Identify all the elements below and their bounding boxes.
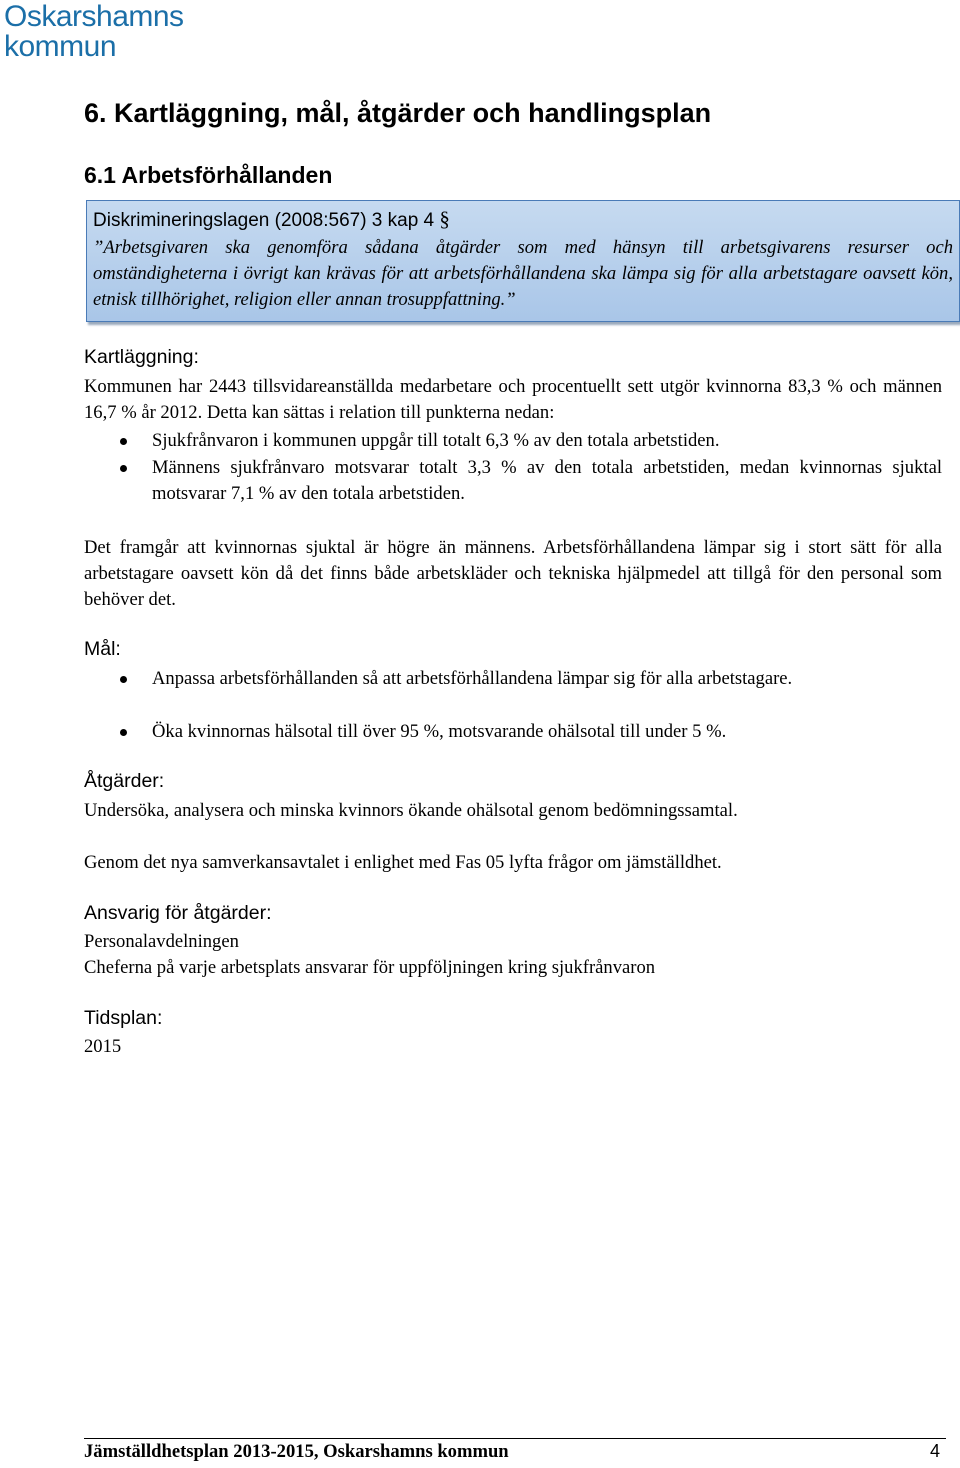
list-item (84, 666, 942, 692)
list-item-text: Sjukfrånvaron i kommunen uppgår till totalt 6,3 % av den totala arbetstiden. (152, 430, 720, 451)
atgarder-heading: Åtgärder: (84, 770, 165, 792)
list-item-text: Anpassa arbetsförhållanden så att arbetsförhållandena lämpar sig för alla arbetstagare. (152, 668, 793, 689)
law-title: Diskrimineringslagen (2008:567) 3 kap 4 (93, 210, 435, 231)
atgard-line: Undersöka, analysera och minska kvinnors ökande ohälsotal genom bedömningssamtal. (84, 800, 738, 821)
mal-heading: Mål: (84, 638, 121, 660)
bullet-icon (120, 676, 127, 683)
law-quote: ”Arbetsgivaren ska genomföra sådana åtgärder som med hänsyn till arbetsgivarens resurser och omständigheterna i övrigt kan krävas för att arbetsförhållandena ska lämpa sig för alla arbetstagare oavsett kön, etnisk tillhörighet, religion eller annan trosuppfattning.” (93, 237, 953, 310)
ansvarig-line: Cheferna på varje arbetsplats ansvarar för uppföljningen kring sjukfrånvaron (84, 957, 656, 978)
logo-line-2: kommun (4, 30, 117, 63)
law-quote-box (86, 200, 960, 322)
section-heading: 6.1 Arbetsförhållanden (84, 162, 333, 188)
tidsplan-heading: Tidsplan: (84, 1007, 163, 1029)
atgard-line: Genom det nya samverkansavtalet i enlighet med Fas 05 lyfta frågor om jämställdhet. (84, 852, 722, 873)
section-sign: § (439, 207, 450, 231)
kartlaggning-conclusion: Det framgår att kvinnornas sjuktal är högre än männens. Arbetsförhållandena lämpar sig i stort sätt för alla arbetstagare oavsett kön då det finns både arbetskläder och tekniska hjälpmedel att tillgå för den personal som behöver det. (84, 537, 942, 610)
law-title-row (93, 207, 953, 233)
list-item (84, 719, 942, 745)
bullet-icon (120, 438, 127, 445)
logo-line-1: Oskarshamns (4, 0, 184, 33)
tidsplan-value: 2015 (84, 1036, 122, 1057)
list-item (84, 428, 942, 454)
kartlaggning-heading: Kartläggning: (84, 346, 199, 368)
list-item-text: Männens sjukfrånvaro motsvarar totalt 3,3 % av den totala arbetstiden, medan kvinnornas sjuktal motsvarar 7,1 % av den totala arbetstiden. (152, 457, 942, 504)
bullet-icon (120, 465, 127, 472)
page-number: 4 (929, 1441, 940, 1461)
list-item (84, 455, 942, 507)
footer-divider (84, 1438, 946, 1439)
oskarshamns-logo (4, 2, 184, 62)
footer-title: Jämställdhetsplan 2013-2015, Oskarshamns kommun (84, 1441, 509, 1462)
page-heading: 6. Kartläggning, mål, åtgärder och handlingsplan (84, 98, 712, 128)
list-item-text: Öka kvinnornas hälsotal till över 95 %, motsvarande ohälsotal till under 5 %. (152, 721, 727, 742)
bullet-icon (120, 729, 127, 736)
ansvarig-line: Personalavdelningen (84, 931, 239, 952)
ansvarig-heading: Ansvarig för åtgärder: (84, 902, 272, 924)
kartlaggning-intro: Kommunen har 2443 tillsvidareanställda medarbetare och procentuellt sett utgör kvinnorna 83,3 % och männen 16,7 % år 2012. Detta kan sättas i relation till punkterna nedan: (84, 376, 942, 423)
